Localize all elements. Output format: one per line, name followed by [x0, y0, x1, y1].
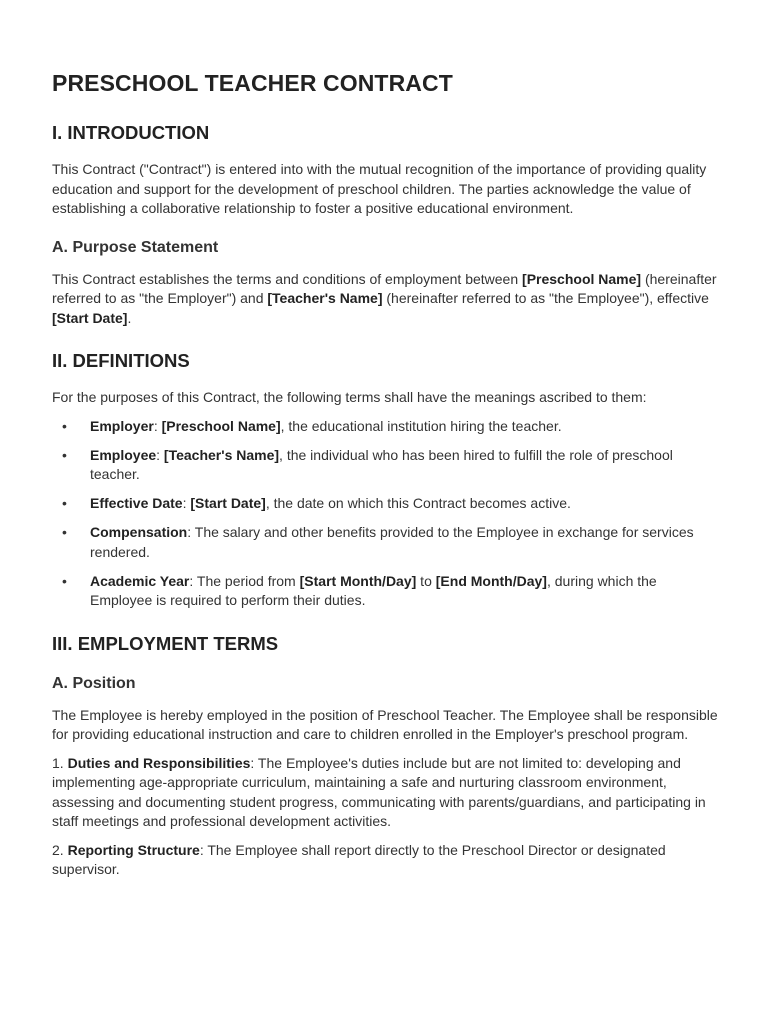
- bullet-icon: •: [62, 446, 67, 463]
- duties-paragraph: 1. Duties and Responsibilities: The Employee's duties include but are not limited to: developing and implementing age-appropriate curriculum, maintaining a safe and nurturing classroom environment, assessing and documenting student progress, communicating with parents/guardians, and participating in staff meetings and professional development activities.: [52, 754, 706, 829]
- list-item: • Employee: [Teacher's Name], the individual who has been hired to fulfill the role of preschool teacher.: [62, 446, 673, 482]
- subsection-heading-purpose: A. Purpose Statement: [52, 238, 219, 256]
- bullet-icon: •: [62, 572, 67, 589]
- document-title: PRESCHOOL TEACHER CONTRACT: [52, 70, 453, 96]
- list-item: • Effective Date: [Start Date], the date on which this Contract becomes active.: [52, 494, 722, 514]
- introduction-paragraph: This Contract ("Contract") is entered into with the mutual recognition of the importance of providing quality education and support for the development of preschool children. The parties acknowledge the value of establishing a collaborative relationship to foster a positive educational environment.: [52, 161, 707, 216]
- reporting-paragraph: 2. Reporting Structure: The Employee shall report directly to the Preschool Director or designated supervisor.: [52, 841, 666, 877]
- section-heading-employment-terms: III. EMPLOYMENT TERMS: [52, 632, 279, 654]
- subsection-heading-position: A. Position: [52, 674, 136, 692]
- placeholder-teacher-name: [Teacher's Name]: [267, 290, 383, 306]
- placeholder-start-date: [Start Date]: [52, 309, 128, 326]
- section-heading-introduction: I. INTRODUCTION: [52, 122, 210, 143]
- purpose-paragraph: This Contract establishes the terms and conditions of employment between [Preschool Name] (hereinafter referred to as "the Employer") and [Teacher's Name] (hereinafter referred to as "the Employee"), effective [Start Date].: [52, 270, 717, 326]
- bullet-icon: •: [62, 417, 67, 434]
- definitions-list: [52, 417, 722, 611]
- section-heading-definitions: II. DEFINITIONS: [52, 350, 190, 371]
- document-page: [52, 70, 722, 889]
- bullet-icon: •: [62, 524, 67, 540]
- position-paragraph: The Employee is hereby employed in the position of Preschool Teacher. The Employee shall be responsible for providing educational instruction and care to children enrolled in the Employer's preschool program.: [52, 706, 718, 742]
- list-item: • Academic Year: The period from [Start Month/Day] to [End Month/Day], during which the Employee is required to perform their duties.: [62, 572, 657, 608]
- list-item: • Compensation: The salary and other benefits provided to the Employee in exchange for services rendered.: [62, 524, 694, 560]
- bullet-icon: •: [62, 495, 67, 511]
- definitions-intro: For the purposes of this Contract, the following terms shall have the meanings ascribed to them:: [52, 389, 647, 405]
- placeholder-preschool-name: [Preschool Name]: [522, 270, 642, 287]
- list-item: • Employer: [Preschool Name], the educational institution hiring the teacher.: [52, 417, 722, 437]
